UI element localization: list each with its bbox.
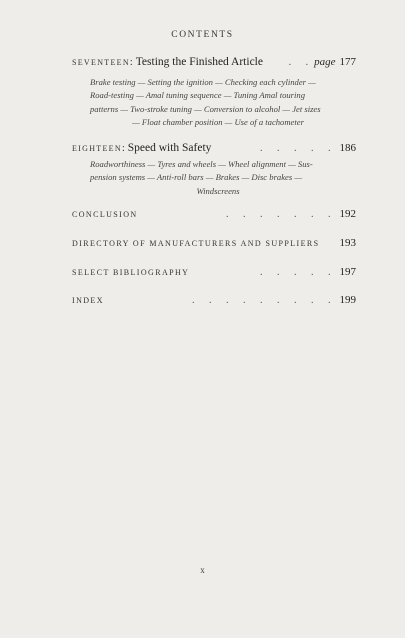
dot-leader: . . — [288, 57, 315, 68]
page-number: 193 — [339, 237, 356, 249]
toc-entry-bibliography — [72, 266, 356, 278]
toc-entry-directory — [72, 237, 356, 249]
topics-line: Windscreens — [196, 185, 240, 196]
toc-entry-chapter-eighteen — [72, 142, 356, 154]
chapter-title: Testing the Finished Article — [135, 56, 263, 68]
topics-line: — Float chamber position — Use of a tachometer — [132, 117, 304, 128]
contents-heading: CONTENTS — [171, 30, 234, 40]
topics-line: pension systems — Anti-roll bars — Brakes — Disc brakes — — [90, 172, 302, 183]
dot-leader: . . . . . — [260, 267, 337, 278]
page-number: 177 — [339, 56, 356, 68]
chapter-separator: : — [129, 57, 133, 68]
chapter-number: SEVENTEEN — [72, 58, 130, 67]
dot-leader: . . . . . . . — [226, 209, 337, 220]
topics-line: Road-testing — Amal tuning sequence — Tuning Amal touring — [90, 90, 305, 101]
toc-entry-index — [72, 294, 356, 306]
section-label: CONCLUSION — [72, 210, 138, 219]
topics-line: patterns — Two-stroke tuning — Conversion to alcohol — Jet sizes — [90, 103, 321, 114]
chapter-title: Speed with Safety — [127, 142, 212, 154]
chapter-topics — [90, 158, 346, 198]
topics-line: Roadworthiness — Tyres and wheels — Wheel alignment — Sus- — [90, 159, 313, 169]
page-number: 192 — [339, 208, 356, 220]
page-prefix: page — [314, 56, 336, 68]
toc-entry-conclusion — [72, 208, 356, 220]
section-label: INDEX — [72, 296, 104, 305]
dot-leader: . . . . . — [260, 143, 337, 154]
topics-line: Brake testing — Setting the ignition — Checking each cylinder — — [90, 77, 316, 87]
page-number: 199 — [339, 294, 356, 306]
dot-leader: . . . . . . . . . — [192, 295, 337, 306]
chapter-separator: : — [121, 143, 125, 154]
section-label: DIRECTORY OF MANUFACTURERS AND SUPPLIERS — [72, 239, 320, 248]
chapter-topics — [90, 76, 346, 130]
page-number: 186 — [339, 142, 356, 154]
toc-entry-chapter-seventeen — [72, 56, 356, 68]
chapter-number: EIGHTEEN — [72, 144, 122, 153]
page-folio: x — [200, 565, 205, 575]
page-number: 197 — [339, 266, 356, 278]
section-label: SELECT BIBLIOGRAPHY — [72, 268, 190, 277]
